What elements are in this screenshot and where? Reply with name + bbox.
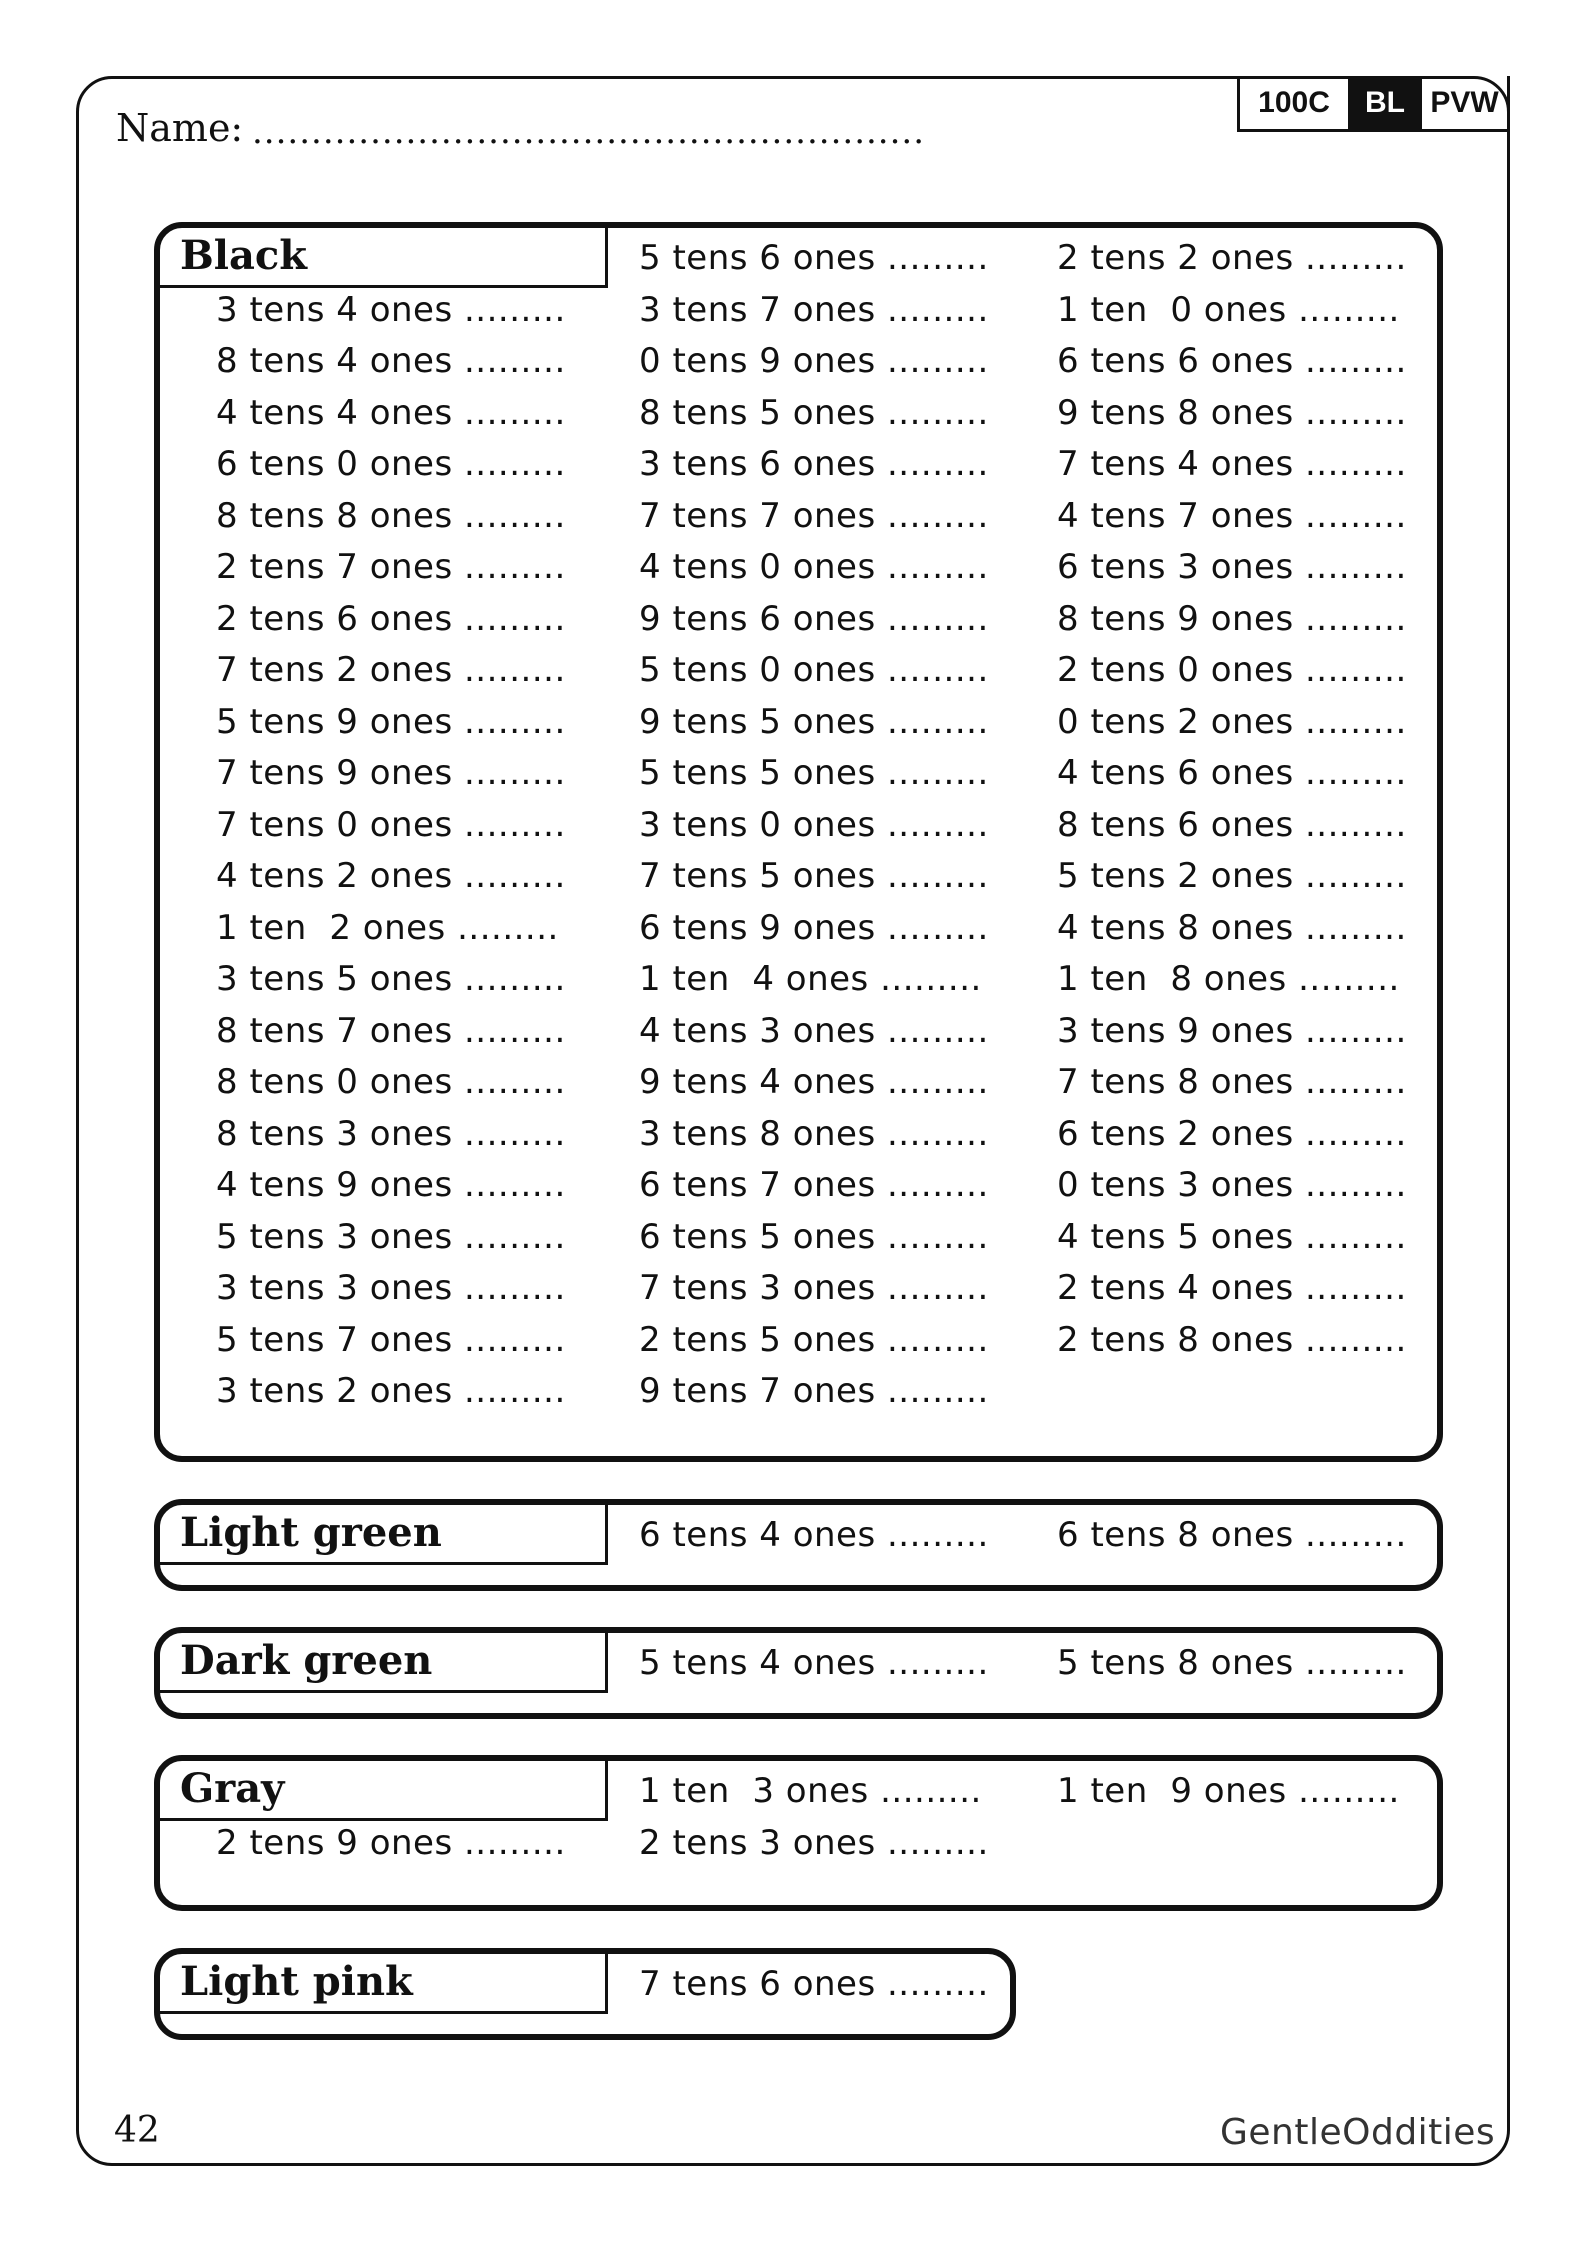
exercise-item: 6 tens 0 ones ......... xyxy=(216,444,566,484)
exercise-item: 1 ten 9 ones ......... xyxy=(1057,1771,1400,1811)
exercise-item: 7 tens 2 ones ......... xyxy=(216,650,566,690)
exercise-item: 6 tens 2 ones ......... xyxy=(1057,1113,1407,1154)
exercise-item: 3 tens 5 ones ......... xyxy=(216,959,566,999)
exercise-item: 3 tens 9 ones ......... xyxy=(1057,1010,1407,1051)
exercise-item: 1 ten 2 ones ......... xyxy=(216,907,559,948)
exercise-item: 6 tens 7 ones ......... xyxy=(639,1165,989,1205)
exercise-item: 8 tens 4 ones ......... xyxy=(216,341,566,381)
exercise-item: 6 tens 3 ones ......... xyxy=(1057,547,1407,587)
exercise-item: 1 ten 3 ones ......... xyxy=(639,1771,982,1811)
exercise-item: 0 tens 3 ones ......... xyxy=(1057,1165,1407,1205)
section-label: Black xyxy=(160,228,608,288)
exercise-item: 0 tens 9 ones ......... xyxy=(639,341,989,381)
exercise-item: 2 tens 8 ones ......... xyxy=(1057,1319,1407,1360)
name-field[interactable]: ......................................................... xyxy=(252,112,926,152)
exercise-item: 5 tens 5 ones ......... xyxy=(639,753,989,793)
exercise-item: 3 tens 2 ones ......... xyxy=(216,1371,566,1411)
exercise-item: 8 tens 7 ones ......... xyxy=(216,1010,566,1051)
exercise-item: 0 tens 2 ones ......... xyxy=(1057,701,1407,742)
section-dark-green xyxy=(154,1627,1443,1719)
section-label: Light green xyxy=(160,1505,608,1565)
exercise-item: 4 tens 4 ones ......... xyxy=(216,392,566,433)
exercise-item: 5 tens 2 ones ......... xyxy=(1057,856,1407,896)
exercise-item: 1 ten 0 ones ......... xyxy=(1057,289,1400,330)
exercise-item: 2 tens 6 ones ......... xyxy=(216,598,566,639)
exercise-item: 3 tens 8 ones ......... xyxy=(639,1113,989,1154)
exercise-item: 4 tens 7 ones ......... xyxy=(1057,495,1407,536)
exercise-item: 7 tens 9 ones ......... xyxy=(216,753,566,793)
exercise-item: 2 tens 3 ones ......... xyxy=(639,1822,989,1863)
exercise-item: 7 tens 7 ones ......... xyxy=(639,495,989,536)
exercise-item: 6 tens 6 ones ......... xyxy=(1057,341,1407,381)
exercise-item: 2 tens 4 ones ......... xyxy=(1057,1268,1407,1308)
exercise-item: 7 tens 6 ones ......... xyxy=(639,1964,989,2004)
exercise-item: 1 ten 4 ones ......... xyxy=(639,959,982,999)
tag-pvw: PVW xyxy=(1430,85,1499,119)
exercise-item: 2 tens 5 ones ......... xyxy=(639,1319,989,1360)
exercise-item: 6 tens 8 ones ......... xyxy=(1057,1515,1407,1555)
exercise-item: 7 tens 5 ones ......... xyxy=(639,856,989,896)
exercise-item: 4 tens 8 ones ......... xyxy=(1057,907,1407,948)
exercise-item: 8 tens 8 ones ......... xyxy=(216,495,566,536)
exercise-item: 4 tens 3 ones ......... xyxy=(639,1010,989,1051)
exercise-item: 4 tens 9 ones ......... xyxy=(216,1165,566,1205)
page-number: 42 xyxy=(114,2110,160,2151)
exercise-item: 7 tens 0 ones ......... xyxy=(216,804,566,845)
exercise-item: 5 tens 9 ones ......... xyxy=(216,701,566,742)
section-label: Dark green xyxy=(160,1633,608,1693)
exercise-item: 8 tens 3 ones ......... xyxy=(216,1113,566,1154)
exercise-item: 4 tens 5 ones ......... xyxy=(1057,1216,1407,1257)
exercise-item: 5 tens 4 ones ......... xyxy=(639,1643,989,1683)
section-light-green xyxy=(154,1499,1443,1591)
brand-logo: GentleOddities xyxy=(1220,2112,1496,2153)
exercise-item: 9 tens 8 ones ......... xyxy=(1057,392,1407,433)
exercise-item: 3 tens 6 ones ......... xyxy=(639,444,989,484)
exercise-item: 8 tens 5 ones ......... xyxy=(639,392,989,433)
exercise-item: 4 tens 2 ones ......... xyxy=(216,856,566,896)
exercise-item: 3 tens 4 ones ......... xyxy=(216,289,566,330)
section-label: Light pink xyxy=(160,1954,608,2014)
tag-100c: 100C xyxy=(1258,85,1330,119)
exercise-item: 5 tens 6 ones ......... xyxy=(639,238,989,278)
section-gray xyxy=(154,1755,1443,1911)
exercise-item: 1 ten 8 ones ......... xyxy=(1057,959,1400,999)
exercise-item: 4 tens 6 ones ......... xyxy=(1057,753,1407,793)
section-light-pink xyxy=(154,1948,1016,2040)
exercise-item: 9 tens 7 ones ......... xyxy=(639,1371,989,1411)
section-black xyxy=(154,222,1443,1462)
exercise-item: 9 tens 6 ones ......... xyxy=(639,598,989,639)
exercise-item: 2 tens 7 ones ......... xyxy=(216,547,566,587)
exercise-item: 7 tens 8 ones ......... xyxy=(1057,1062,1407,1102)
exercise-item: 3 tens 3 ones ......... xyxy=(216,1268,566,1308)
exercise-item: 6 tens 9 ones ......... xyxy=(639,907,989,948)
worksheet-tags xyxy=(1237,76,1510,132)
exercise-item: 8 tens 6 ones ......... xyxy=(1057,804,1407,845)
exercise-item: 7 tens 4 ones ......... xyxy=(1057,444,1407,484)
name-label: Name: xyxy=(116,106,244,150)
exercise-item: 5 tens 8 ones ......... xyxy=(1057,1643,1407,1683)
exercise-item: 6 tens 4 ones ......... xyxy=(639,1515,989,1555)
section-label: Gray xyxy=(160,1761,608,1821)
exercise-item: 4 tens 0 ones ......... xyxy=(639,547,989,587)
exercise-item: 5 tens 0 ones ......... xyxy=(639,650,989,690)
exercise-item: 8 tens 0 ones ......... xyxy=(216,1062,566,1102)
exercise-item: 2 tens 9 ones ......... xyxy=(216,1822,566,1863)
exercise-item: 9 tens 4 ones ......... xyxy=(639,1062,989,1102)
exercise-item: 6 tens 5 ones ......... xyxy=(639,1216,989,1257)
exercise-item: 3 tens 0 ones ......... xyxy=(639,804,989,845)
exercise-item: 3 tens 7 ones ......... xyxy=(639,289,989,330)
exercise-item: 9 tens 5 ones ......... xyxy=(639,701,989,742)
tag-bl: BL xyxy=(1348,76,1422,129)
exercise-item: 8 tens 9 ones ......... xyxy=(1057,598,1407,639)
exercise-item: 5 tens 7 ones ......... xyxy=(216,1319,566,1360)
exercise-item: 5 tens 3 ones ......... xyxy=(216,1216,566,1257)
exercise-item: 7 tens 3 ones ......... xyxy=(639,1268,989,1308)
exercise-item: 2 tens 0 ones ......... xyxy=(1057,650,1407,690)
exercise-item: 2 tens 2 ones ......... xyxy=(1057,238,1407,278)
